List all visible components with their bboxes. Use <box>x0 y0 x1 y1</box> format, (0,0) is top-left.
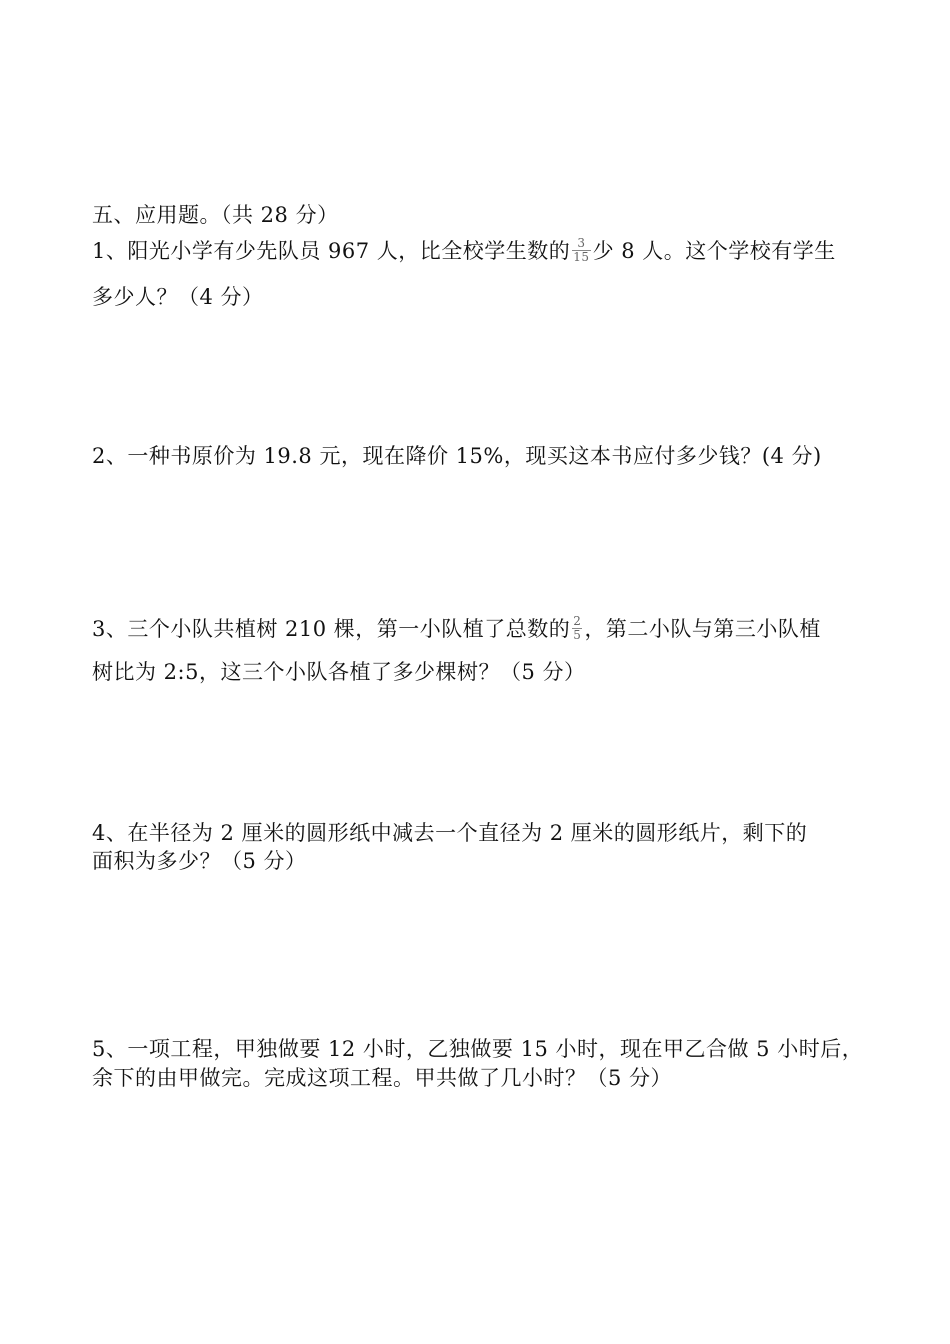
question-1-line-1 <box>92 236 862 266</box>
fraction-denominator: 15 <box>573 250 590 264</box>
question-2-line-1: 2、一种书原价为 19.8 元，现在降价 15%，现买这本书应付多少钱？(4 分) <box>92 444 822 468</box>
fraction-numerator: 3 <box>572 237 590 251</box>
question-3-text-a: 3、三个小队共植树 210 棵，第一小队植了总数的 <box>92 617 571 641</box>
fraction-3-15 <box>572 237 590 264</box>
question-3-line-2: 树比为 2:5，这三个小队各植了多少棵树？（5 分） <box>92 660 586 684</box>
question-1-line-2: 多少人？（4 分） <box>92 285 264 309</box>
question-4-line-1: 4、在半径为 2 厘米的圆形纸中减去一个直径为 2 厘米的圆形纸片，剩下的 <box>92 821 808 845</box>
question-5-line-1: 5、一项工程，甲独做要 12 小时，乙独做要 15 小时，现在甲乙合做 5 小时后， <box>92 1037 864 1061</box>
question-3-line-1 <box>92 614 862 644</box>
question-3-text-b: ，第二小队与第三小队植 <box>584 617 821 641</box>
fraction-numerator: 2 <box>573 614 582 628</box>
question-5-line-2: 余下的由甲做完。完成这项工程。甲共做了几小时？（5 分） <box>92 1066 673 1090</box>
fraction-2-5 <box>572 615 582 642</box>
question-1-text-b: 少 8 人。这个学校有学生 <box>592 239 836 263</box>
section-title: 五、应用题。（共 28 分） <box>92 203 339 227</box>
question-4-line-2: 面积为多少？（5 分） <box>92 849 307 873</box>
question-1-text-a: 1、阳光小学有少先队员 967 人，比全校学生数的 <box>92 239 571 263</box>
fraction-denominator: 5 <box>573 628 582 642</box>
